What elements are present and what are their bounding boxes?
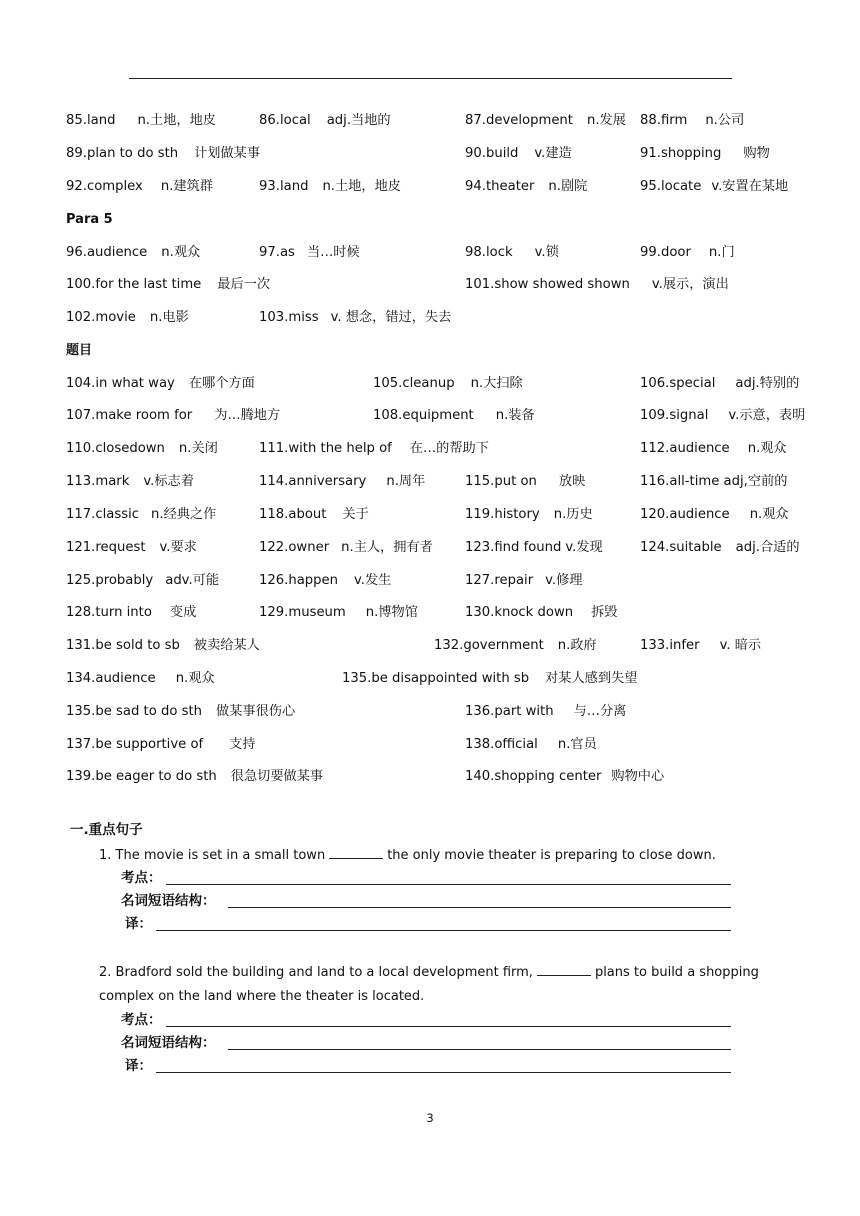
- vocab-item: [66, 702, 295, 722]
- vocab-row: [0, 374, 860, 394]
- vocab-word: 124.suitable: [640, 540, 722, 555]
- vocab-item: [465, 603, 617, 623]
- vocab-meaning: v.要求: [159, 540, 197, 555]
- vocab-word: 140.shopping center: [465, 769, 602, 784]
- vocab-item: [66, 243, 200, 263]
- vocab-row: [0, 735, 860, 755]
- vocab-word: 98.lock: [465, 245, 513, 260]
- vocab-word: 116.all-time adj,空前的: [640, 474, 788, 489]
- vocab-item: [259, 243, 360, 263]
- vocab-word: 127.repair: [465, 573, 534, 588]
- sentence-2-after: plans to build a shopping: [594, 965, 759, 980]
- vocab-meaning: 购物: [743, 146, 770, 161]
- vocab-item: [465, 111, 626, 131]
- vocab-item: [465, 472, 585, 492]
- vocab-meaning: n.主人，拥有者: [341, 540, 433, 555]
- vocab-word: 93.land: [259, 179, 309, 194]
- vocab-meaning: n.周年: [386, 474, 426, 489]
- vocab-item: [66, 636, 260, 656]
- vocab-row: [0, 439, 860, 459]
- vocab-item: [640, 177, 788, 197]
- vocab-meaning: v.建造: [534, 146, 572, 161]
- vocab-word: 122.owner: [259, 540, 330, 555]
- vocab-word: 85.land: [66, 113, 116, 128]
- vocab-word: 136.part with: [465, 704, 554, 719]
- vocab-row: [0, 702, 860, 722]
- vocab-item: [640, 472, 787, 492]
- vocab-item: [640, 505, 789, 525]
- vocab-item: [465, 538, 603, 558]
- vocab-meaning: v.修理: [545, 573, 583, 588]
- vocab-row: [0, 603, 860, 623]
- vocab-word: 101.show showed shown: [465, 277, 630, 292]
- vocab-meaning: n.发展: [586, 113, 626, 128]
- vocab-item: [259, 177, 401, 197]
- vocab-row: [0, 111, 860, 131]
- vocab-word: 134.audience: [66, 671, 156, 686]
- vocab-item: [66, 439, 218, 459]
- vocab-item: [640, 439, 787, 459]
- vocab-meaning: n.电影: [149, 310, 189, 325]
- vocab-meaning: adj.合适的: [735, 540, 800, 555]
- vocab-meaning: v. 暗示: [719, 638, 762, 653]
- vocab-meaning: 放映: [558, 474, 586, 489]
- vocab-word: 138.official: [465, 737, 538, 752]
- vocab-meaning: 被卖给某人: [193, 638, 260, 653]
- vocab-word: 130.knock down: [465, 605, 574, 620]
- sentence-2-line2: complex on the land where the theater is located.: [99, 989, 425, 1004]
- vocab-meaning: 在哪个方面: [188, 376, 255, 391]
- kaodian-line-2[interactable]: [166, 1026, 731, 1027]
- yi-label-1: 译：: [125, 916, 152, 932]
- vocab-meaning: v. 想念，错过，失去: [330, 310, 452, 325]
- sentence-2-blank[interactable]: [537, 962, 591, 976]
- header-rule: [129, 78, 732, 79]
- vocab-word: 103.miss: [259, 310, 319, 325]
- vocab-word: 132.government: [434, 638, 544, 653]
- vocab-word: 94.theater: [465, 179, 535, 194]
- vocab-meaning: n.关闭: [178, 441, 218, 456]
- yi-line-1[interactable]: [156, 930, 731, 931]
- vocab-item: [259, 571, 391, 591]
- vocab-row: [0, 669, 860, 689]
- vocab-item: [465, 275, 729, 295]
- vocab-meaning: v.锁: [534, 245, 559, 260]
- vocab-meaning: 关于: [342, 507, 369, 522]
- vocab-word: 96.audience: [66, 245, 148, 260]
- sentence-2: [99, 962, 759, 983]
- vocab-meaning: n.官员: [557, 737, 597, 752]
- vocab-row: [0, 538, 860, 558]
- vocab-item: [66, 111, 216, 131]
- vocab-item: [465, 243, 559, 263]
- vocab-meaning: adj.当地的: [326, 113, 391, 128]
- vocab-meaning: 当…时候: [306, 245, 360, 260]
- section-title: 一.重点句子: [70, 822, 143, 838]
- vocab-row: [0, 505, 860, 525]
- vocab-item: [66, 767, 323, 787]
- vocab-word: 105.cleanup: [373, 376, 455, 391]
- vocab-meaning: n.建筑群: [160, 179, 213, 194]
- vocab-meaning: v.标志着: [143, 474, 194, 489]
- vocab-item: [66, 669, 215, 689]
- vocab-row: [0, 275, 860, 295]
- vocab-word: 86.local: [259, 113, 311, 128]
- vocab-item: [66, 144, 260, 164]
- vocab-item: [465, 702, 626, 722]
- vocab-word: 91.shopping: [640, 146, 722, 161]
- vocab-item: [66, 735, 256, 755]
- vocab-item: [66, 472, 194, 492]
- vocab-word: 131.be sold to sb: [66, 638, 180, 653]
- vocab-meaning: 做某事很伤心: [216, 704, 296, 719]
- vocab-meaning: 拆毁: [591, 605, 618, 620]
- vocab-item: [465, 735, 597, 755]
- vocab-meaning: 最后一次: [217, 277, 271, 292]
- vocab-meaning: 购物中心: [611, 769, 665, 784]
- sentence-1-blank[interactable]: [329, 845, 383, 859]
- vocab-row: [0, 767, 860, 787]
- vocab-word: 108.equipment: [373, 408, 474, 423]
- vocab-word: 120.audience: [640, 507, 730, 522]
- vocab-row: [0, 308, 860, 328]
- vocab-item: [640, 538, 800, 558]
- vocab-meaning: 计划做某事: [194, 146, 261, 161]
- vocab-row: [0, 636, 860, 656]
- vocab-meaning: 变成: [169, 605, 197, 620]
- vocab-word: 109.signal: [640, 408, 709, 423]
- vocab-item: [465, 177, 587, 197]
- vocab-word: 88.firm: [640, 113, 688, 128]
- vocab-word: 128.turn into: [66, 605, 152, 620]
- vocab-meaning: adv.可能: [165, 573, 220, 588]
- vocab-item: [465, 144, 572, 164]
- vocab-meaning: adj.特别的: [735, 376, 800, 391]
- vocab-item: [259, 603, 418, 623]
- vocab-item: [66, 275, 270, 295]
- vocab-row: [0, 472, 860, 492]
- vocab-item: [259, 472, 425, 492]
- vocab-word: 95.locate: [640, 179, 702, 194]
- vocab-word: 97.as: [259, 245, 295, 260]
- vocab-word: 137.be supportive of: [66, 737, 204, 752]
- vocab-meaning: 很急切要做某事: [230, 769, 324, 784]
- vocab-word: 107.make room for: [66, 408, 193, 423]
- vocab-meaning: v.示意，表明: [728, 408, 806, 423]
- section-heading: 题目: [66, 343, 93, 358]
- vocab-word: 112.audience: [640, 441, 730, 456]
- vocab-item: [342, 669, 637, 689]
- vocab-meaning: n.门: [708, 245, 735, 260]
- mingci-line-2[interactable]: [228, 1049, 731, 1050]
- vocab-word: 119.history: [465, 507, 540, 522]
- kaodian-label-2: 考点：: [121, 1012, 162, 1028]
- vocab-meaning: n.观众: [749, 507, 789, 522]
- vocab-word: 117.classic: [66, 507, 140, 522]
- vocab-meaning: n.土地，地皮: [137, 113, 216, 128]
- kaodian-line-1[interactable]: [166, 884, 731, 885]
- vocab-word: 102.movie: [66, 310, 136, 325]
- vocab-word: 133.infer: [640, 638, 700, 653]
- vocab-word: 113.mark: [66, 474, 130, 489]
- vocab-item: [66, 177, 213, 197]
- vocab-item: [259, 308, 451, 328]
- vocab-word: 118.about: [259, 507, 327, 522]
- vocab-meaning: v.安置在某地: [711, 179, 789, 194]
- vocab-row: [0, 144, 860, 164]
- vocab-word: 110.closedown: [66, 441, 165, 456]
- vocab-word: 129.museum: [259, 605, 346, 620]
- vocab-item: [259, 538, 433, 558]
- vocab-meaning: n.观众: [161, 245, 201, 260]
- yi-line-2[interactable]: [156, 1072, 731, 1073]
- vocab-meaning: n.装备: [495, 408, 535, 423]
- vocab-item: [66, 603, 196, 623]
- vocab-word: 111.with the help of: [259, 441, 392, 456]
- vocab-item: [373, 374, 523, 394]
- vocab-item: [259, 439, 489, 459]
- mingci-line-1[interactable]: [228, 907, 731, 908]
- vocab-word: 135.be disappointed with sb: [342, 671, 530, 686]
- vocab-meaning: 对某人感到失望: [545, 671, 638, 686]
- section-heading: Para 5: [66, 212, 113, 227]
- vocab-item: [640, 636, 761, 656]
- vocab-word: 99.door: [640, 245, 691, 260]
- vocab-word: 114.anniversary: [259, 474, 367, 489]
- vocab-word: 139.be eager to do sth: [66, 769, 217, 784]
- vocab-item: [66, 571, 219, 591]
- vocab-item: [66, 308, 189, 328]
- kaodian-label-1: 考点：: [121, 870, 162, 886]
- vocab-item: [640, 144, 770, 164]
- sentence-2-before: 2. Bradford sold the building and land to a local development firm,: [99, 965, 533, 980]
- vocab-word: 104.in what way: [66, 376, 175, 391]
- vocab-meaning: v.发现: [565, 540, 603, 555]
- vocab-row: [0, 243, 860, 263]
- vocab-row: [0, 406, 860, 426]
- vocab-item: [434, 636, 597, 656]
- vocab-meaning: 与…分离: [573, 704, 627, 719]
- vocab-item: [640, 111, 744, 131]
- vocab-item: [640, 374, 799, 394]
- sentence-1-before: 1. The movie is set in a small town: [99, 848, 326, 863]
- sentence-1: [99, 845, 716, 866]
- vocab-item: [66, 374, 255, 394]
- sentence-1-after: the only movie theater is preparing to close down.: [387, 848, 716, 863]
- vocab-word: 89.plan to do sth: [66, 146, 179, 161]
- vocab-word: 125.probably: [66, 573, 154, 588]
- vocab-item: [465, 767, 664, 787]
- vocab-meaning: n.博物馆: [365, 605, 418, 620]
- vocab-word: 92.complex: [66, 179, 143, 194]
- vocab-word: 121.request: [66, 540, 146, 555]
- vocab-word: 135.be sad to do sth: [66, 704, 203, 719]
- vocab-word: 106.special: [640, 376, 716, 391]
- vocab-item: [640, 406, 805, 426]
- vocab-meaning: n.观众: [175, 671, 215, 686]
- vocab-item: [465, 505, 593, 525]
- vocab-meaning: 为…腾地方: [214, 408, 281, 423]
- vocab-meaning: n.土地，地皮: [322, 179, 401, 194]
- vocab-meaning: n.政府: [557, 638, 597, 653]
- vocab-meaning: n.公司: [705, 113, 745, 128]
- vocab-meaning: n.剧院: [548, 179, 588, 194]
- vocab-row: [0, 177, 860, 197]
- vocab-meaning: 在…的帮助下: [409, 441, 489, 456]
- vocab-word: 90.build: [465, 146, 519, 161]
- vocab-word: 87.development: [465, 113, 573, 128]
- vocab-item: [66, 505, 216, 525]
- vocab-meaning: v.展示，演出: [651, 277, 729, 292]
- vocab-meaning: v.发生: [354, 573, 392, 588]
- vocab-item: [66, 406, 280, 426]
- vocab-item: [640, 243, 735, 263]
- vocab-meaning: n.经典之作: [151, 507, 217, 522]
- vocab-word: 126.happen: [259, 573, 339, 588]
- vocab-meaning: n.历史: [553, 507, 593, 522]
- vocab-word: 115.put on: [465, 474, 537, 489]
- page-number: 3: [426, 1111, 434, 1125]
- vocab-meaning: 支持: [229, 737, 256, 752]
- vocab-item: [259, 111, 391, 131]
- vocab-row: [0, 571, 860, 591]
- vocab-word: 100.for the last time: [66, 277, 202, 292]
- vocab-item: [465, 571, 583, 591]
- mingci-label-2: 名词短语结构：: [121, 1035, 216, 1051]
- vocab-word: 123.find found: [465, 540, 562, 555]
- mingci-label-1: 名词短语结构：: [121, 893, 216, 909]
- vocab-item: [259, 505, 369, 525]
- yi-label-2: 译：: [125, 1058, 152, 1074]
- vocab-item: [373, 406, 535, 426]
- vocab-meaning: n.观众: [747, 441, 787, 456]
- vocab-item: [66, 538, 197, 558]
- vocab-meaning: n.大扫除: [470, 376, 523, 391]
